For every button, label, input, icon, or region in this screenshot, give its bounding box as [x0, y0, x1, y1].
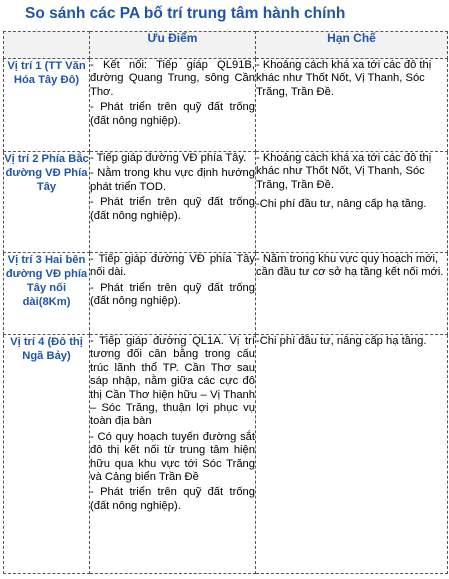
table-header-row: [4, 32, 448, 59]
pros-cell: [90, 59, 256, 152]
cons-cell: [256, 253, 448, 335]
cons-cell: [256, 335, 448, 574]
header-blank: [4, 32, 90, 59]
table-row: [4, 335, 448, 574]
comparison-table: [3, 31, 448, 574]
cons-item: - Khoảng cách khá xa tới các đô thị khác như Thốt Nốt, Vị Thanh, Sóc Trăng, Trần Đề.: [256, 152, 432, 191]
cons-item: - Nằm trong khu vực quy hoạch mới, cần đầu tư cơ sở hạ tầng kết nối mới.: [256, 253, 444, 279]
pros-item: - Tiếp giáp đường VĐ phía Tây.: [90, 152, 247, 164]
location-cell: Vị trí 3 Hai bên đường VĐ phía Tây nối dài(8Km): [4, 253, 90, 335]
pros-item: - Phát triển trên quỹ đất trống (đất nông nghiệp).: [90, 196, 255, 222]
cons-cell: [256, 59, 448, 152]
pros-item: - Tiếp giáp đường VĐ phía Tây nối dài.: [90, 253, 255, 279]
table-row: [4, 253, 448, 335]
pros-item: - Phát triển trên quỹ đất trống (đất nông nghiệp).: [90, 486, 255, 512]
pros-item: - Kết nối: Tiếp giáp QL91B, đường Quang Trung, sông Cần Thơ.: [90, 59, 255, 98]
header-cons: Hạn Chế: [256, 32, 448, 59]
header-pros: Ưu Điểm: [90, 32, 256, 59]
cons-cell: [256, 152, 448, 253]
location-cell: Vị trí 1 (TT Văn Hóa Tây Đô): [4, 59, 90, 152]
table-row: [4, 59, 448, 152]
location-cell: Vị trí 4 (Đô thị Ngã Bảy): [4, 335, 90, 574]
pros-item: - Có quy hoạch tuyến đường sắt đô thị kết nối từ trung tâm hiện hữu qua khu vực tới Sóc Trăng và Cảng biển Trần Đề: [90, 430, 255, 484]
cons-item: -Chi phí đầu tư, nâng cấp hạ tầng.: [256, 198, 427, 211]
pros-cell: [90, 152, 256, 253]
location-cell: Vị trí 2 Phía Bắc đường VĐ Phía Tây: [4, 152, 90, 253]
pros-item: - Phát triển trên quỹ đất trống (đất nông nghiệp).: [90, 101, 255, 127]
pros-item: - Phát triển trên quỹ đất trống (đất nông nghiệp).: [90, 281, 255, 308]
cons-item: -Chi phí đầu tư, nâng cấp hạ tầng.: [256, 335, 427, 347]
pros-item: - Tiếp giáp đường QL1A. Vị trí tương đối cân bằng trong cấu trúc lãnh thổ TP. Cần Thơ sau sáp nhập, nằm giữa các cực đô thị Cần Thơ hiện hữu – Vị Thanh – Sóc Trăng, thuận lợi phục vụ toàn địa bàn: [90, 335, 255, 428]
pros-item: - Nằm trong khu vực định hướng phát triển TOD.: [90, 167, 255, 193]
page-title: So sánh các PA bố trí trung tâm hành chính: [25, 5, 346, 22]
cons-item: - Khoảng cách khá xa tới các đô thị khác như Thốt Nốt, Vị Thanh, Sóc Trăng, Trần Đề.: [256, 59, 432, 98]
table-row: [4, 152, 448, 253]
pros-cell: [90, 335, 256, 574]
pros-cell: [90, 253, 256, 335]
